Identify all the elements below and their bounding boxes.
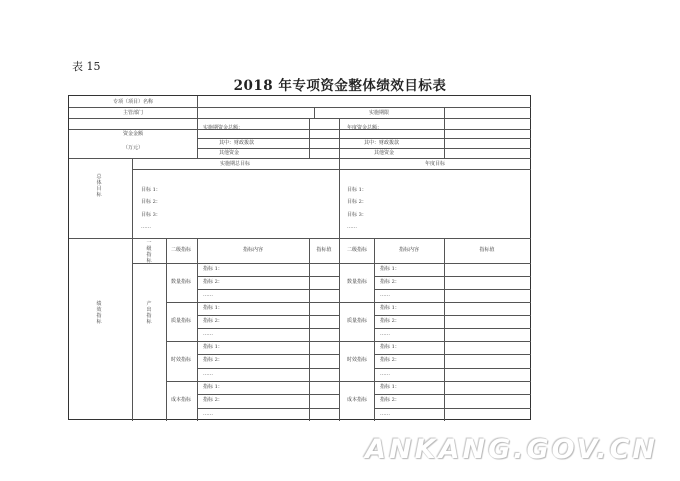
row-line [69, 118, 531, 119]
indicator-item-left: 指标 2： [203, 279, 223, 285]
dimension-label-right: 质量指标 [346, 318, 368, 324]
column-line [166, 238, 167, 421]
dimension-label-right: 数量指标 [346, 279, 368, 285]
level2-header-right: 二级指标 [346, 247, 368, 253]
funds-label: 资金金额 [122, 131, 144, 137]
annual-total-label: 年度资金总额： [347, 125, 383, 131]
performance-target-table [68, 95, 531, 420]
indicator-item-right: 指标 2： [380, 279, 400, 285]
indicator-item-left: 指标 2： [203, 357, 223, 364]
column-line [314, 107, 315, 118]
period-goal-item: …… [141, 224, 151, 230]
value-header-left: 指标值 [316, 247, 332, 253]
row-line [309, 289, 339, 290]
level2-header-left: 二级指标 [170, 247, 192, 253]
row-line [197, 394, 309, 395]
row-line [166, 302, 531, 303]
column-line [339, 158, 340, 238]
indicator-item-left: …… [203, 292, 213, 298]
value-header-right: 指标值 [479, 247, 495, 253]
row-line [132, 263, 531, 264]
indicator-item-right: 指标 1： [380, 305, 400, 311]
indicator-item-right: 指标 1： [380, 344, 400, 350]
other-funds-period: 其他资金 [219, 150, 240, 156]
row-line [69, 238, 531, 239]
indicator-item-right: …… [380, 410, 390, 417]
period-goal-item: 目标 3： [141, 212, 161, 218]
indicator-item-left: …… [203, 331, 213, 337]
row-line [374, 368, 531, 369]
indicator-item-right: 指标 1： [380, 384, 400, 390]
dimension-label-right: 时效指标 [346, 357, 368, 364]
row-line [197, 315, 309, 316]
row-line [69, 107, 531, 108]
column-line [444, 107, 445, 118]
row-line [309, 328, 339, 329]
project-name-label: 专项（项目）名称 [112, 99, 154, 105]
annual-goal-item: 目标 1： [347, 187, 367, 193]
period-goal-header: 实施期总目标 [219, 161, 251, 167]
indicator-item-right: …… [380, 370, 390, 377]
row-line [309, 394, 339, 395]
department-label: 主管部门 [122, 110, 144, 116]
indicator-item-left: …… [203, 410, 213, 417]
indicator-item-left: 指标 2： [203, 318, 223, 324]
site-watermark: ANKANG.GOV.CN [365, 434, 658, 465]
perf-indicator-label: 绩效指标 [96, 301, 102, 325]
row-line [309, 354, 339, 355]
row-line [197, 328, 309, 329]
row-line [309, 368, 339, 369]
row-line [374, 354, 531, 355]
indicator-item-right: 指标 2： [380, 397, 400, 404]
column-line [132, 158, 133, 238]
impl-period-label: 实施期限 [368, 110, 390, 116]
row-line [374, 276, 531, 277]
content-header-left: 指标内容 [242, 247, 264, 253]
row-line [309, 276, 339, 277]
column-line [197, 107, 198, 118]
row-line [374, 289, 531, 290]
row-line [69, 158, 531, 159]
period-goal-item: 目标 1： [141, 187, 161, 193]
indicator-item-right: 指标 2： [380, 357, 400, 364]
period-goal-item: 目标 2： [141, 199, 161, 205]
indicator-item-right: 指标 1： [380, 266, 400, 272]
row-line [166, 381, 531, 382]
row-line [374, 394, 531, 395]
row-line [374, 408, 531, 409]
indicator-item-right: …… [380, 292, 390, 298]
column-line [339, 238, 340, 421]
dimension-label-left: 时效指标 [170, 357, 192, 364]
row-line [197, 408, 309, 409]
row-line [374, 328, 531, 329]
indicator-item-left: 指标 1： [203, 384, 223, 390]
funds-unit: （万元） [122, 145, 144, 151]
annual-goal-item: 目标 2： [347, 199, 367, 205]
row-line [166, 341, 531, 342]
row-line [374, 315, 531, 316]
dimension-label-left: 质量指标 [170, 318, 192, 324]
document-title: 2018 年专项资金整体绩效目标表 [233, 78, 447, 94]
indicator-item-left: 指标 1： [203, 266, 223, 272]
fiscal-label-annual: 其中：财政拨款 [364, 140, 400, 146]
column-line [132, 238, 133, 421]
indicator-item-left: 指标 1： [203, 305, 223, 311]
row-line [197, 354, 309, 355]
level1-header: 一级指标 [146, 240, 152, 264]
indicator-item-right: …… [380, 331, 390, 337]
fiscal-label-period: 其中：财政拨款 [219, 140, 255, 146]
indicator-item-left: 指标 2： [203, 397, 223, 404]
row-line [197, 138, 531, 139]
dimension-label-left: 成本指标 [170, 397, 192, 404]
row-line [197, 368, 309, 369]
annual-goal-header: 年度目标 [424, 161, 446, 167]
indicator-item-right: 指标 2： [380, 318, 400, 324]
row-line [132, 169, 531, 170]
other-funds-annual: 其他资金 [374, 150, 395, 156]
dimension-label-left: 数量指标 [170, 279, 192, 285]
annual-goal-item: 目标 3： [347, 212, 367, 218]
period-total-label: 实施期资金总额： [203, 125, 244, 131]
indicator-item-left: 指标 1： [203, 344, 223, 350]
overall-goal-label: 总体目标 [96, 174, 102, 198]
row-line [69, 129, 531, 130]
content-header-right: 指标内容 [398, 247, 420, 253]
row-line [197, 148, 531, 149]
row-line [197, 276, 309, 277]
dimension-label-right: 成本指标 [346, 397, 368, 404]
annual-goal-item: …… [347, 224, 357, 230]
indicator-item-left: …… [203, 370, 213, 377]
output-indicator-label: 产出指标 [146, 301, 152, 325]
row-line [197, 289, 309, 290]
row-line [309, 408, 339, 409]
table-number: 表 15 [72, 60, 101, 73]
column-line [197, 96, 198, 107]
row-line [309, 315, 339, 316]
